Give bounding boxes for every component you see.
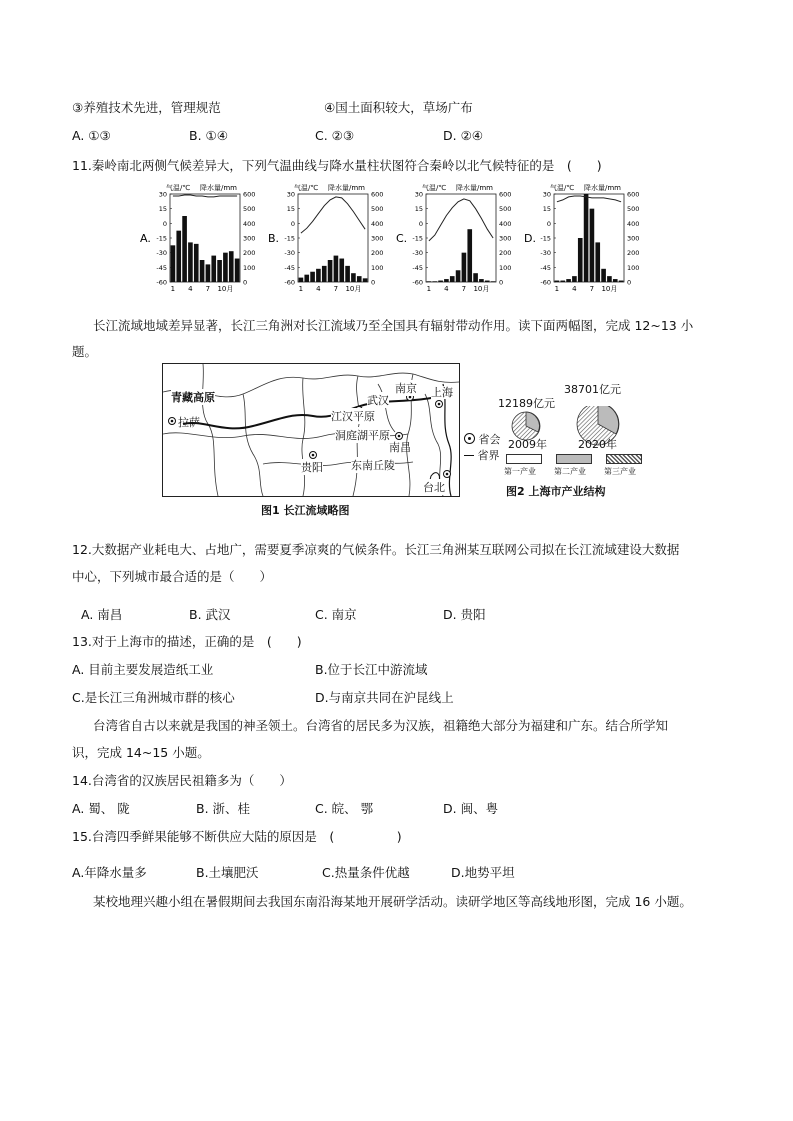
precip-bar-2-6 [462, 253, 467, 282]
left-tick-0-0: 30 [158, 190, 167, 199]
right-tick-0-2: 400 [243, 219, 256, 228]
right-tick-0-5: 100 [243, 263, 256, 272]
q12-line1: 12.大数据产业耗电大、占地广，需要夏季凉爽的气候条件。长江三角洲某互联网公司拟在长江流域建设大数据 [72, 542, 680, 557]
legend-tertiary: 第三产业 [604, 467, 636, 476]
precip-bar-1-8 [345, 266, 350, 282]
legend-primary: 第一产业 [504, 467, 536, 476]
precip-bar-1-1 [304, 275, 309, 282]
month-label-1-1: 4 [316, 285, 321, 293]
right-tick-3-4: 200 [627, 249, 640, 258]
precip-bar-1-4 [322, 266, 327, 282]
month-label-2-2: 7 [461, 285, 467, 293]
left-tick-2-0: 30 [414, 190, 423, 199]
left-tick-3-3: -15 [540, 234, 551, 243]
precip-bar-0-1 [176, 231, 181, 282]
precip-bar-2-3 [444, 279, 449, 282]
month-label-0-1: 4 [188, 285, 193, 293]
precip-bar-2-5 [456, 270, 461, 282]
q15-option-a: A.年降水量多 [72, 865, 147, 880]
temp-axis-label-3: 气温/℃ [550, 184, 575, 192]
precip-axis-label-2: 降水量/mm [456, 184, 493, 192]
right-tick-1-0: 600 [371, 190, 384, 199]
left-tick-3-5: -45 [540, 263, 551, 272]
precip-bar-0-11 [235, 259, 240, 282]
right-tick-1-6: 0 [371, 278, 376, 287]
q13-option-b: B.位于长江中游流域 [315, 662, 428, 677]
precip-bar-1-5 [328, 260, 333, 282]
precip-bar-1-0 [299, 278, 304, 282]
precip-bar-1-7 [339, 259, 344, 282]
right-tick-3-1: 500 [627, 205, 640, 214]
q12-option-c: C. 南京 [315, 607, 357, 622]
city-wuhan: 武汉 [367, 394, 389, 407]
swatch-secondary-icon [556, 454, 592, 464]
precip-bar-1-10 [357, 276, 362, 282]
q14-option-a: A. 蜀、 陇 [72, 801, 130, 816]
precip-bar-2-4 [450, 276, 455, 282]
temp-axis-label-1: 气温/℃ [294, 184, 319, 192]
q12-line2: 中心，下列城市最合适的是（ ） [72, 569, 273, 584]
city-marker-lhasa-icon [169, 418, 176, 425]
legend-border-label: 省界 [477, 449, 500, 462]
temp-curve-2 [429, 199, 493, 241]
q15-option-c: C.热量条件优越 [322, 865, 410, 880]
left-tick-1-5: -45 [284, 263, 295, 272]
q13-option-a: A. 目前主要发展造纸工业 [72, 662, 214, 677]
q14-option-c: C. 皖、 鄂 [315, 801, 374, 816]
temp-curve-0 [173, 195, 237, 197]
right-tick-2-3: 300 [499, 234, 512, 243]
precip-bar-3-4 [578, 238, 583, 282]
left-tick-0-3: -15 [156, 234, 167, 243]
city-marker-guiyang-icon [310, 452, 317, 459]
month-label-1-2: 7 [333, 285, 339, 293]
precip-bar-2-2 [438, 281, 443, 282]
q13-option-c: C.是长江三角洲城市群的核心 [72, 690, 235, 705]
left-tick-2-5: -45 [412, 263, 423, 272]
chart-letter-2: C. [396, 232, 408, 245]
region-southeast-hills: 东南丘陵 [351, 459, 395, 472]
precip-bar-0-7 [211, 256, 216, 282]
city-marker-taipei-icon [444, 471, 451, 478]
plot-frame-1 [298, 194, 368, 282]
year-2020: 2020年 [578, 438, 617, 451]
intro-16-line1: 某校地理兴趣小组在暑假期间去我国东南沿海某地开展研学活动。读研学地区等高线地形图，完成 16 小题。 [93, 894, 692, 909]
q15-option-d: D.地势平坦 [451, 865, 515, 880]
month-label-3-0: 1 [554, 285, 560, 293]
value-2009: 12189亿元 [498, 397, 555, 410]
left-tick-0-6: -60 [156, 278, 167, 287]
q12-option-a: A. 南昌 [81, 607, 123, 622]
month-label-1-3: 10月 [345, 285, 362, 293]
precip-bar-1-9 [351, 273, 356, 282]
temp-axis-label-2: 气温/℃ [422, 184, 447, 192]
left-tick-1-6: -60 [284, 278, 295, 287]
precip-bar-3-7 [595, 242, 600, 282]
right-tick-2-2: 400 [499, 219, 512, 228]
right-tick-0-1: 500 [243, 205, 256, 214]
city-taipei: 台北 [423, 481, 445, 494]
precip-bar-0-4 [194, 244, 199, 282]
precip-bar-0-9 [223, 253, 228, 282]
legend-swatches [500, 454, 650, 466]
right-tick-0-3: 300 [243, 234, 256, 243]
precip-bar-2-9 [479, 279, 484, 282]
region-jianghan: 江汉平原 [331, 410, 375, 423]
precip-bar-3-5 [584, 194, 589, 282]
precip-bar-3-10 [613, 279, 618, 282]
right-tick-3-2: 400 [627, 219, 640, 228]
q14-stem: 14.台湾省的汉族居民祖籍多为（ ） [72, 773, 292, 788]
left-tick-3-2: 0 [546, 219, 551, 228]
year-2009: 2009年 [508, 438, 547, 451]
right-tick-1-3: 300 [371, 234, 384, 243]
precip-bar-0-0 [171, 245, 176, 282]
month-label-0-2: 7 [205, 285, 211, 293]
left-tick-2-4: -30 [412, 249, 423, 258]
month-label-2-0: 1 [426, 285, 432, 293]
q10-item4: ④国土面积较大，草场广布 [324, 100, 473, 115]
city-lhasa: 拉萨 [178, 416, 200, 429]
temp-curve-3 [557, 196, 621, 202]
left-tick-0-4: -30 [156, 249, 167, 258]
chart-letter-3: D. [524, 232, 536, 245]
left-tick-1-1: 15 [286, 205, 295, 214]
month-label-3-3: 10月 [601, 285, 618, 293]
q14-option-d: D. 闽、粤 [443, 801, 499, 816]
precip-bar-1-11 [363, 278, 368, 282]
precip-bar-3-11 [619, 281, 624, 282]
q12-option-b: B. 武汉 [189, 607, 231, 622]
precip-bar-0-2 [182, 216, 187, 282]
climate-charts-svg [140, 180, 660, 300]
left-tick-0-2: 0 [162, 219, 167, 228]
right-tick-2-5: 100 [499, 263, 512, 272]
industry-figure [492, 378, 652, 503]
city-marker-shanghai-icon [436, 401, 443, 408]
precip-bar-2-11 [491, 281, 496, 282]
region-qinghai-tibet: 青藏高原 [171, 391, 215, 404]
left-tick-2-2: 0 [418, 219, 423, 228]
value-2020: 38701亿元 [564, 383, 621, 396]
right-tick-2-1: 500 [499, 205, 512, 214]
right-tick-1-2: 400 [371, 219, 384, 228]
right-tick-2-0: 600 [499, 190, 512, 199]
region-dongting: 洞庭湖平原 [335, 429, 390, 442]
q10-option-c: C. ②③ [315, 128, 355, 143]
industry-caption: 图2 上海市产业结构 [506, 485, 606, 498]
precip-bar-2-1 [432, 281, 437, 282]
q10-option-d: D. ②④ [443, 128, 483, 143]
map-caption: 图1 长江流域略图 [261, 504, 350, 517]
yangtze-basin-map [162, 363, 460, 497]
plot-frame-2 [426, 194, 496, 282]
month-label-2-1: 4 [444, 285, 449, 293]
precip-bar-3-2 [566, 279, 571, 282]
precip-bar-1-6 [334, 256, 339, 282]
precip-bar-3-1 [560, 281, 565, 282]
left-tick-3-1: 15 [542, 205, 551, 214]
legend-capital-label: 省会 [478, 433, 501, 446]
right-tick-1-5: 100 [371, 263, 384, 272]
chart-letter-0: A. [140, 232, 151, 245]
intro-12-13-line2: 题。 [72, 344, 98, 359]
q15-option-b: B.土壤肥沃 [196, 865, 259, 880]
precip-bar-2-8 [473, 273, 478, 282]
right-tick-0-0: 600 [243, 190, 256, 199]
precip-bar-1-3 [316, 269, 321, 282]
swatch-primary-icon [506, 454, 542, 464]
left-tick-1-4: -30 [284, 249, 295, 258]
q10-item3: ③养殖技术先进，管理规范 [72, 100, 221, 115]
right-tick-0-4: 200 [243, 249, 256, 258]
q10-option-a: A. ①③ [72, 128, 111, 143]
q13-option-d: D.与南京共同在沪昆线上 [315, 690, 454, 705]
q11-stem: 11.秦岭南北两侧气候差异大，下列气温曲线与降水量柱状图符合秦岭以北气候特征的是 ( ) [72, 158, 602, 173]
precip-bar-0-8 [217, 260, 222, 282]
precip-bar-2-0 [427, 281, 432, 282]
left-tick-3-6: -60 [540, 278, 551, 287]
left-tick-3-4: -30 [540, 249, 551, 258]
q15-stem: 15.台湾四季鲜果能够不断供应大陆的原因是 ( ) [72, 829, 402, 844]
intro-14-15-line2: 识，完成 14~15 小题。 [72, 745, 210, 760]
right-tick-3-0: 600 [627, 190, 640, 199]
precip-bar-3-9 [607, 276, 612, 282]
right-tick-2-4: 200 [499, 249, 512, 258]
temp-curve-1 [301, 197, 365, 233]
q14-option-b: B. 浙、桂 [196, 801, 251, 816]
precip-bar-0-5 [200, 260, 205, 282]
q12-option-d: D. 贵阳 [443, 607, 486, 622]
month-label-0-3: 10月 [217, 285, 234, 293]
city-nanchang: 南昌 [389, 441, 411, 454]
right-tick-1-1: 500 [371, 205, 384, 214]
left-tick-1-0: 30 [286, 190, 295, 199]
precip-bar-2-7 [467, 229, 472, 282]
left-tick-0-5: -45 [156, 263, 167, 272]
month-label-3-1: 4 [572, 285, 577, 293]
left-tick-2-6: -60 [412, 278, 423, 287]
chart-letter-1: B. [268, 232, 280, 245]
right-tick-3-3: 300 [627, 234, 640, 243]
precip-bar-3-8 [601, 269, 606, 282]
q10-option-b: B. ①④ [189, 128, 228, 143]
q13-stem: 13.对于上海市的描述，正确的是 ( ) [72, 634, 302, 649]
precip-bar-3-0 [555, 281, 560, 282]
precip-axis-label-3: 降水量/mm [584, 184, 621, 192]
left-tick-2-3: -15 [412, 234, 423, 243]
right-tick-3-6: 0 [627, 278, 632, 287]
precip-bar-1-2 [310, 272, 315, 282]
precip-axis-label-1: 降水量/mm [328, 184, 365, 192]
intro-12-13-line1: 长江流域地域差异显著，长江三角洲对长江流域乃至全国具有辐射带动作用。读下面两幅图，完成 12~13 小 [93, 318, 694, 333]
precip-bar-0-6 [206, 264, 211, 282]
precip-bar-0-3 [188, 242, 193, 282]
plot-frame-3 [554, 194, 624, 282]
left-tick-3-0: 30 [542, 190, 551, 199]
city-guiyang: 贵阳 [301, 461, 323, 474]
city-nanjing: 南京 [395, 382, 417, 395]
precip-bar-3-6 [590, 209, 595, 282]
precip-axis-label-0: 降水量/mm [200, 184, 237, 192]
precip-bar-3-3 [572, 276, 577, 282]
left-tick-0-1: 15 [158, 205, 167, 214]
right-tick-2-6: 0 [499, 278, 504, 287]
capital-symbol-icon [464, 433, 475, 444]
month-label-3-2: 7 [589, 285, 595, 293]
month-label-0-0: 1 [170, 285, 176, 293]
intro-14-15-line1: 台湾省自古以来就是我国的神圣领土。台湾省的居民多为汉族，祖籍绝大部分为福建和广东。结合所学知 [93, 718, 669, 733]
precip-bar-2-10 [485, 281, 490, 282]
month-label-1-0: 1 [298, 285, 304, 293]
legend-secondary: 第二产业 [554, 467, 586, 476]
swatch-tertiary-icon [606, 454, 642, 464]
right-tick-1-4: 200 [371, 249, 384, 258]
right-tick-3-5: 100 [627, 263, 640, 272]
month-label-2-3: 10月 [473, 285, 490, 293]
left-tick-1-2: 0 [290, 219, 295, 228]
city-shanghai: 上海 [431, 386, 459, 399]
left-tick-2-1: 15 [414, 205, 423, 214]
left-tick-1-3: -15 [284, 234, 295, 243]
temp-axis-label-0: 气温/℃ [166, 184, 191, 192]
climate-charts [140, 180, 660, 300]
right-tick-0-6: 0 [243, 278, 248, 287]
border-symbol-icon [464, 455, 474, 456]
precip-bar-0-10 [229, 251, 234, 282]
